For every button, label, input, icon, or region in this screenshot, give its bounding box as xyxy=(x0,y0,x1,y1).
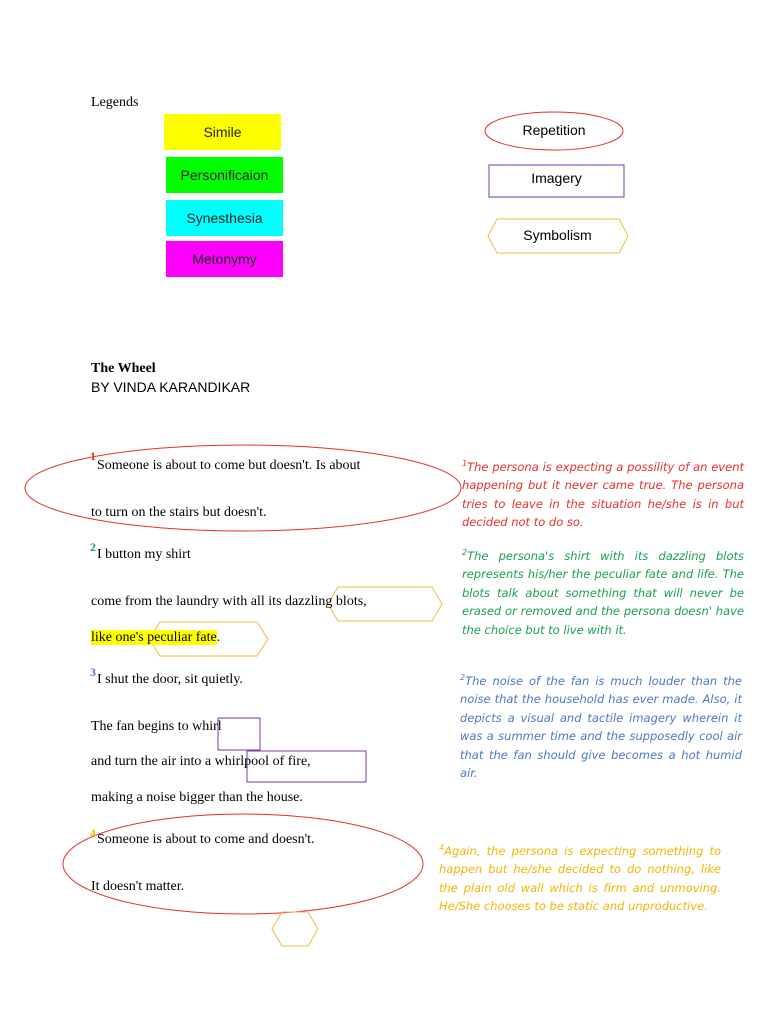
repetition-ellipse-2 xyxy=(63,814,423,914)
symbolism-hexagon-3 xyxy=(272,912,318,946)
stanza-2-line-2: come from the laundry with all its dazzling blots, xyxy=(91,594,367,609)
note-1-text: The persona is expecting a possility of an event happening but it never came true. The persona tries to leave in the situation he/she is in but decided not to do so. xyxy=(462,459,744,530)
legend-metonymy-label: Metonymy xyxy=(192,251,257,267)
note-3-number: 2 xyxy=(460,673,466,682)
stanza-3-number: 3 xyxy=(90,665,96,679)
stanza-2-line-3-period: . xyxy=(216,630,221,645)
stanza-1-line-1: Someone is about to come but doesn't. Is about xyxy=(97,458,361,473)
legend-simile-label: Simile xyxy=(203,124,242,140)
stanza-3-line-3: and turn the air into a whirlpool of fire, xyxy=(91,754,311,769)
note-1 xyxy=(462,455,744,532)
note-3-text: The noise of the fan is much louder than the noise that the household has ever made. Also, it depicts a visual and tactile imagery wherein it was a summer time and the supposedly cool air that the fan should give becomes a hot humid air. xyxy=(460,673,742,781)
legend-synesthesia-label: Synesthesia xyxy=(186,210,263,226)
stanza-2-line-3 xyxy=(91,630,220,646)
stanza-4-line-1: Someone is about to come and doesn't. xyxy=(97,832,315,847)
stanza-3-line-2: The fan begins to whirl xyxy=(91,719,222,734)
note-4-text: Again, the persona is expecting something to happen but he/she decided to do nothing, like the plain old wall which is firm and unmoving. He/She chooses to be static and unproductive. xyxy=(439,843,721,914)
poem-title: The Wheel xyxy=(91,361,156,376)
note-3 xyxy=(460,669,742,783)
stanza-1-line-2: to turn on the stairs but doesn't. xyxy=(91,505,267,520)
stanza-2-line-1: I button my shirt xyxy=(97,547,191,562)
note-2-number: 2 xyxy=(462,548,468,557)
note-2 xyxy=(462,544,744,639)
legends-title: Legends xyxy=(91,95,139,110)
note-4 xyxy=(439,839,721,916)
note-4-number: 4 xyxy=(439,843,445,852)
stanza-1-number: 1 xyxy=(90,449,96,463)
legend-repetition-label: Repetition xyxy=(522,122,586,138)
stanza-4-line-2: It doesn't matter. xyxy=(91,879,185,894)
stanza-4-number: 4 xyxy=(90,826,96,840)
note-2-text: The persona's shirt with its dazzling blots represents his/her the peculiar fate and life. The blots talk about something that will never be erased or removed and the persona doesn' have the choice but to live with it. xyxy=(462,548,744,637)
legend-imagery-label: Imagery xyxy=(531,170,582,186)
imagery-box-1 xyxy=(218,718,260,750)
poem-author: BY VINDA KARANDIKAR xyxy=(91,379,251,395)
legend-personification-label: Personificaion xyxy=(180,167,269,183)
legend-symbolism-label: Symbolism xyxy=(523,227,592,243)
note-1-number: 1 xyxy=(462,459,468,468)
stanza-2-number: 2 xyxy=(90,540,96,554)
stanza-3-line-1: I shut the door, sit quietly. xyxy=(97,672,243,687)
simile-highlight: like one's peculiar fate xyxy=(91,630,217,645)
stanza-3-line-4: making a noise bigger than the house. xyxy=(91,790,303,805)
